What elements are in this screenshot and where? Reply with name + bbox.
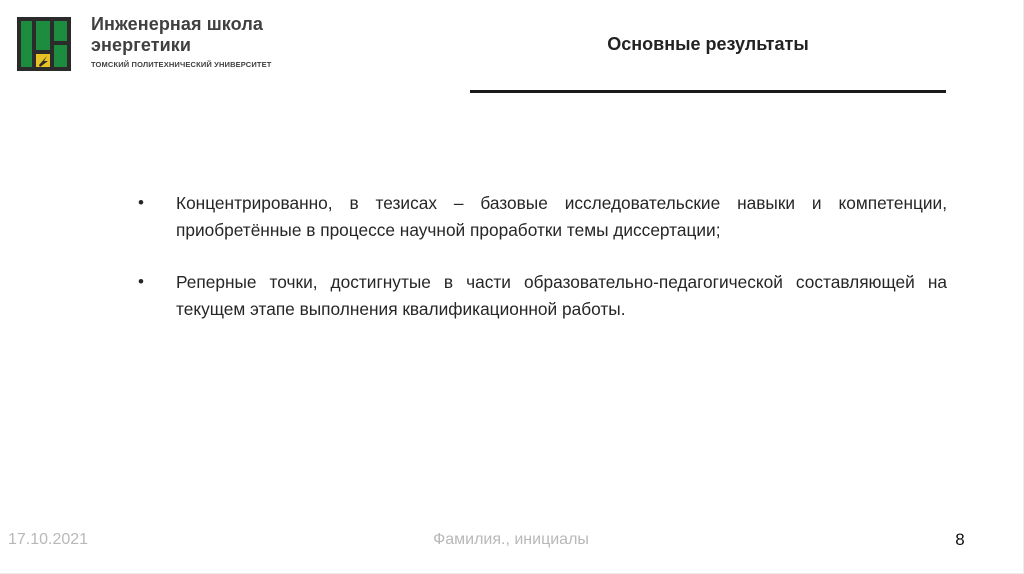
bullet-text: Концентрированно, в тезисах – базовые исследовательские навыки и компетенции, приобретённые в процессе научной проработки темы диссертации; bbox=[176, 193, 947, 240]
bullet-list bbox=[132, 190, 947, 348]
org-name-line1: Инженерная школа bbox=[91, 14, 263, 34]
list-item bbox=[132, 269, 947, 322]
bullet-text: Реперные точки, достигнутые в части образовательно-педагогической составляющей на текущем этапе выполнения квалификационной работы. bbox=[176, 272, 947, 319]
org-name-line2: энергетики bbox=[91, 35, 192, 55]
org-name bbox=[91, 14, 263, 56]
org-subtitle: ТОМСКИЙ ПОЛИТЕХНИЧЕСКИЙ УНИВЕРСИТЕТ bbox=[91, 60, 272, 69]
bullet-marker: • bbox=[138, 193, 144, 212]
footer-author: Фамилия., инициалы bbox=[433, 531, 589, 548]
institute-logo-icon bbox=[17, 17, 71, 71]
page-title: Основные результаты bbox=[607, 34, 809, 54]
title-divider bbox=[470, 90, 946, 93]
list-item bbox=[132, 190, 947, 243]
page-number: 8 bbox=[955, 530, 965, 549]
bullet-marker: • bbox=[138, 272, 144, 291]
footer-date: 17.10.2021 bbox=[8, 531, 89, 548]
